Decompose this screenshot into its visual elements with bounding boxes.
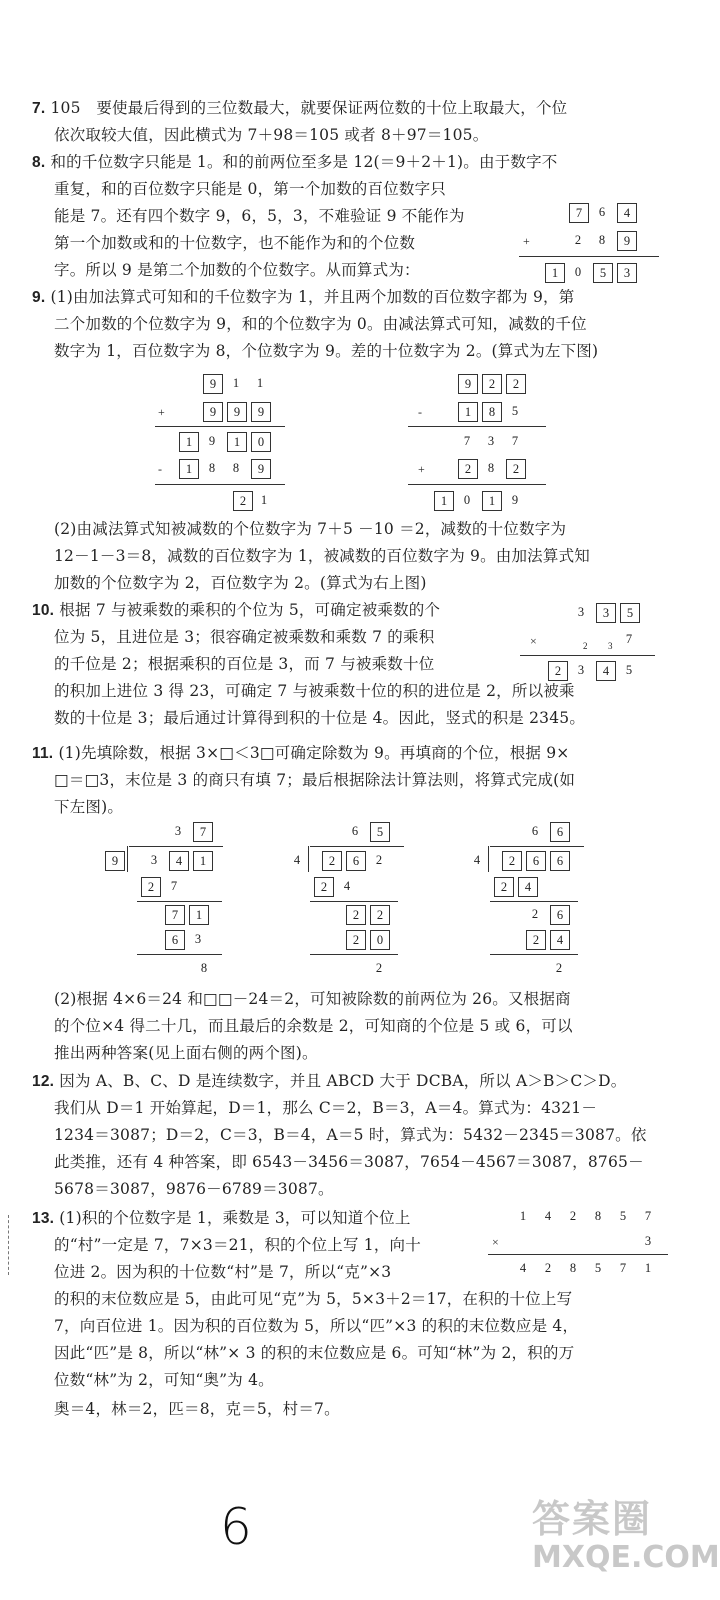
- digit: 1: [519, 1209, 527, 1223]
- remainder: 2: [375, 961, 383, 975]
- digit: 6: [531, 824, 539, 838]
- digit: 3: [174, 824, 182, 838]
- difference-line: [155, 484, 285, 485]
- digit-box: 0: [370, 930, 390, 950]
- division-bar: [310, 846, 404, 847]
- multiplication-calc-10: [520, 603, 660, 688]
- division-calc-3: [468, 822, 598, 982]
- digit-box: 2: [458, 459, 478, 479]
- digit: 0: [574, 265, 582, 279]
- division-step-line: [310, 954, 398, 955]
- division-bracket: [127, 846, 128, 872]
- text-line: 数的十位是 3；最后通过计算得到积的十位是 4。因此，竖式的积是 2345。: [54, 709, 586, 727]
- digit-box: 1: [179, 432, 199, 452]
- division-step-line: [137, 954, 222, 955]
- digit-box: 2: [482, 374, 502, 394]
- text-line: 因此“匹”是 8，所以“林”× 3 的积的末位数应是 6。可知“林”为 2，积的万: [54, 1344, 575, 1362]
- digit: 8: [598, 233, 606, 247]
- text-line: 5678＝3087，9876－6789＝3087。: [54, 1180, 334, 1198]
- text-line: 的个位×4 得二十几，而且最后的余数是 2，可知商的个位是 5 或 6，可以: [54, 1017, 573, 1035]
- division-bar: [490, 846, 584, 847]
- digit-box: 4: [169, 851, 189, 871]
- digit: 3: [194, 932, 202, 946]
- text-line: 10. 根据 7 与被乘数的乘积的个位为 5，可确定被乘数的个: [32, 601, 441, 619]
- addition-calc-8: [515, 203, 665, 288]
- sum-line: [155, 426, 285, 427]
- sum-line: [519, 256, 659, 257]
- digit: 8: [232, 461, 240, 475]
- digit-box: 2: [526, 930, 546, 950]
- digit: 2: [574, 233, 582, 247]
- digit-box: 1: [227, 432, 247, 452]
- text-line: 位为 5，且进位是 3；很容确定被乘数和乘数 7 的乘积: [54, 628, 435, 646]
- text-line: 12－1－3＝8，减数的百位数字为 1，被减数的百位数字为 9。由加法算式知: [54, 547, 590, 565]
- digit-box: 8: [482, 402, 502, 422]
- digit-box: 4: [617, 203, 637, 223]
- digit-box: 9: [251, 459, 271, 479]
- digit-box: 3: [617, 263, 637, 283]
- digit: 5: [511, 404, 519, 418]
- product-line: [520, 655, 655, 656]
- sum-line: [408, 484, 546, 485]
- text-line: □＝□3，末位是 3 的商只有填 7；最后根据除法计算法则，将算式完成(如: [54, 771, 576, 789]
- digit: 6: [351, 824, 359, 838]
- calc-9-left: [155, 374, 295, 514]
- digit-box: 2: [141, 877, 161, 897]
- plus-sign: +: [523, 234, 530, 248]
- watermark-url: MXQE.COM: [532, 1540, 720, 1575]
- division-bracket: [308, 846, 309, 872]
- text-line: 字。所以 9 是第二个加数的个位数字。从而算式为：: [54, 261, 420, 279]
- text-line: 数字为 1，百位数字为 8，个位数字为 9。差的十位数字为 2。(算式为左下图): [54, 342, 599, 360]
- digit: 9: [511, 493, 519, 507]
- digit: 3: [577, 663, 585, 677]
- plus-sign: +: [418, 462, 425, 476]
- digit: 8: [569, 1261, 577, 1275]
- text-line: 8. 和的千位数字只能是 1。和的前两位至多是 12(＝9＋2＋1)。由于数字不: [32, 153, 558, 171]
- digit: 4: [293, 853, 301, 867]
- remainder: 8: [200, 961, 208, 975]
- digit: 8: [594, 1209, 602, 1223]
- times-sign: ×: [530, 634, 537, 648]
- digit: 8: [208, 461, 216, 475]
- digit-box: 4: [518, 877, 538, 897]
- digit: 7: [511, 434, 519, 448]
- digit-box: 6: [526, 851, 546, 871]
- text-line: 13. (1)积的个位数字是 1，乘数是 3，可以知道个位上: [32, 1209, 411, 1227]
- text-line: 7. 105 要使最后得到的三位数最大，就要保证两位数的十位上取最大，个位: [32, 99, 568, 117]
- digit-box: 3: [596, 603, 616, 623]
- digit-box: 9: [203, 374, 223, 394]
- digit: 3: [577, 605, 585, 619]
- text-line: 1234＝3087；D＝2，C＝3，B＝4，A＝5 时，算式为：5432－2345＝3087。依: [54, 1126, 647, 1144]
- digit-box: 1: [189, 905, 209, 925]
- digit-box: 2: [233, 491, 253, 511]
- digit: 2: [531, 907, 539, 921]
- minus-sign: -: [418, 405, 422, 419]
- digit-box: 2: [502, 851, 522, 871]
- digit-box: 6: [550, 851, 570, 871]
- digit: 3: [644, 1234, 652, 1248]
- digit-box: 2: [506, 374, 526, 394]
- digit-box: 7: [165, 905, 185, 925]
- remainder: 2: [555, 961, 563, 975]
- product-line: [488, 1254, 668, 1255]
- difference-line: [408, 426, 546, 427]
- digit: 4: [473, 853, 481, 867]
- text-line: 7，向百位进 1。因为积的百位数为 5，所以“匹”×3 的积的末位数应是 4，: [54, 1317, 579, 1335]
- digit: 6: [598, 205, 606, 219]
- digit-box: 5: [620, 603, 640, 623]
- digit-box: 6: [346, 851, 366, 871]
- digit-box: 9: [617, 231, 637, 251]
- watermark-logo: 答案圈: [532, 1497, 653, 1541]
- digit-box: 5: [593, 263, 613, 283]
- text-line: (2)由减法算式知被减数的个位数字为 7＋5 －10 ＝2，减数的十位数字为: [54, 520, 567, 538]
- division-step-line: [490, 954, 578, 955]
- carry-digit: 3: [608, 641, 613, 651]
- digit: 2: [569, 1209, 577, 1223]
- text-line: 第一个加数或和的十位数字，也不能作为和的个位数: [54, 234, 416, 252]
- text-line: 二个加数的个位数字为 9，和的个位数字为 0。由减法算式可知，减数的千位: [54, 315, 587, 333]
- digit-box: 9: [251, 402, 271, 422]
- text-line: (2)根据 4×6＝24 和□□－24＝2，可知被除数的前两位为 26。又根据商: [54, 990, 571, 1008]
- text-line: 9. (1)由加法算式可知和的千位数字为 1，并且两个加数的百位数字都为 9，第: [32, 288, 575, 306]
- digit-box: 9: [458, 374, 478, 394]
- digit: 5: [594, 1261, 602, 1275]
- digit: 7: [644, 1209, 652, 1223]
- digit-box: 4: [550, 930, 570, 950]
- division-calc-1: [103, 822, 233, 982]
- division-step-line: [490, 901, 578, 902]
- text-line: 位数“林”为 2，可知“奥”为 4。: [54, 1371, 274, 1389]
- digit: 4: [343, 879, 351, 893]
- digit-box: 1: [545, 263, 565, 283]
- digit: 3: [487, 434, 495, 448]
- text-line: 加数的个位数字为 2，百位数字为 2。(算式为右上图): [54, 574, 427, 592]
- digit-box: 5: [370, 822, 390, 842]
- digit: 5: [625, 663, 633, 677]
- digit-box: 0: [251, 432, 271, 452]
- times-sign: ×: [492, 1235, 499, 1249]
- text-line: 我们从 D＝1 开始算起，D＝1，那么 C＝2，B＝3，A＝4。算式为：4321－: [54, 1099, 598, 1117]
- division-bracket: [488, 846, 489, 872]
- digit-box: 7: [569, 203, 589, 223]
- digit-box: 2: [346, 930, 366, 950]
- digit-box: 1: [434, 491, 454, 511]
- text-line: 11. (1)先填除数，根据 3×□＜3□可确定除数为 9。再填商的个位，根据 9×: [32, 744, 570, 762]
- digit-box: 9: [203, 402, 223, 422]
- digit: 2: [544, 1261, 552, 1275]
- digit: 1: [260, 493, 268, 507]
- text-line: 下左图)。: [54, 798, 124, 816]
- digit-box: 6: [550, 905, 570, 925]
- text-line: 依次取较大值，因此横式为 7＋98＝105 或者 8＋97＝105。: [54, 126, 489, 144]
- multiplication-calc-13: [488, 1207, 688, 1287]
- division-step-line: [137, 901, 222, 902]
- digit: 9: [208, 434, 216, 448]
- text-line: 的积的末位数应是 5，由此可见“克”为 5，5×3＋2＝17，在积的十位上写: [54, 1290, 573, 1308]
- digit: 4: [519, 1261, 527, 1275]
- calc-9-right: [408, 374, 553, 514]
- digit-box: 1: [482, 491, 502, 511]
- digit-box: 2: [370, 905, 390, 925]
- digit: 4: [544, 1209, 552, 1223]
- digit-box: 9: [227, 402, 247, 422]
- text-line: 的“村”一定是 7，7×3＝21，积的个位上写 1，向十: [54, 1236, 421, 1254]
- digit: 0: [463, 493, 471, 507]
- digit: 1: [644, 1261, 652, 1275]
- text-line: 12. 因为 A、B、C、D 是连续数字，并且 ABCD 大于 DCBA，所以 A＞B＞C＞D。: [32, 1072, 627, 1090]
- digit-box: 6: [550, 822, 570, 842]
- digit: 1: [256, 376, 264, 390]
- division-bar: [129, 846, 223, 847]
- carry-digit: 2: [583, 641, 588, 651]
- digit: 1: [232, 376, 240, 390]
- text-line: 奥＝4，林＝2，匹＝8，克＝5，村＝7。: [54, 1400, 340, 1418]
- division-calc-2: [288, 822, 418, 982]
- text-line: 的千位是 2；根据乘积的百位是 3，而 7 与被乘数十位: [54, 655, 435, 673]
- digit-box: 6: [165, 930, 185, 950]
- minus-sign: -: [158, 462, 162, 476]
- division-step-line: [310, 901, 398, 902]
- digit: 7: [463, 434, 471, 448]
- plus-sign: +: [158, 405, 165, 419]
- digit: 7: [625, 632, 633, 646]
- digit-box: 7: [193, 822, 213, 842]
- handwritten-page-number: 6: [220, 1498, 252, 1556]
- digit-box: 1: [458, 402, 478, 422]
- text-line: 重复，和的百位数字只能是 0，第一个加数的百位数字只: [54, 180, 446, 198]
- digit: 5: [619, 1209, 627, 1223]
- digit-box: 2: [346, 905, 366, 925]
- digit: 7: [170, 879, 178, 893]
- digit-box: 1: [179, 459, 199, 479]
- text-line: 能是 7。还有四个数字 9，6，5，3，不难验证 9 不能作为: [54, 207, 465, 225]
- digit: 7: [619, 1261, 627, 1275]
- digit-box: 2: [322, 851, 342, 871]
- text-line: 的积加上进位 3 得 23，可确定 7 与被乘数十位的积的进位是 2，所以被乘: [54, 682, 575, 700]
- digit-box: 2: [506, 459, 526, 479]
- digit: 8: [487, 461, 495, 475]
- digit: 3: [150, 853, 158, 867]
- digit-box: 2: [314, 877, 334, 897]
- digit-box: 9: [105, 851, 125, 871]
- digit-box: 1: [193, 851, 213, 871]
- digit-box: 4: [596, 661, 616, 681]
- text-line: 推出两种答案(见上面右侧的两个图)。: [54, 1044, 318, 1062]
- digit-box: 2: [548, 661, 568, 681]
- text-line: 位进 2。因为积的十位数“村”是 7，所以“克”×3: [54, 1263, 392, 1281]
- digit: 2: [375, 853, 383, 867]
- binding-mark: [8, 1215, 10, 1275]
- text-line: 此类推，还有 4 种答案，即 6543－3456＝3087，7654－4567＝3087，8765－: [54, 1153, 644, 1171]
- digit-box: 2: [494, 877, 514, 897]
